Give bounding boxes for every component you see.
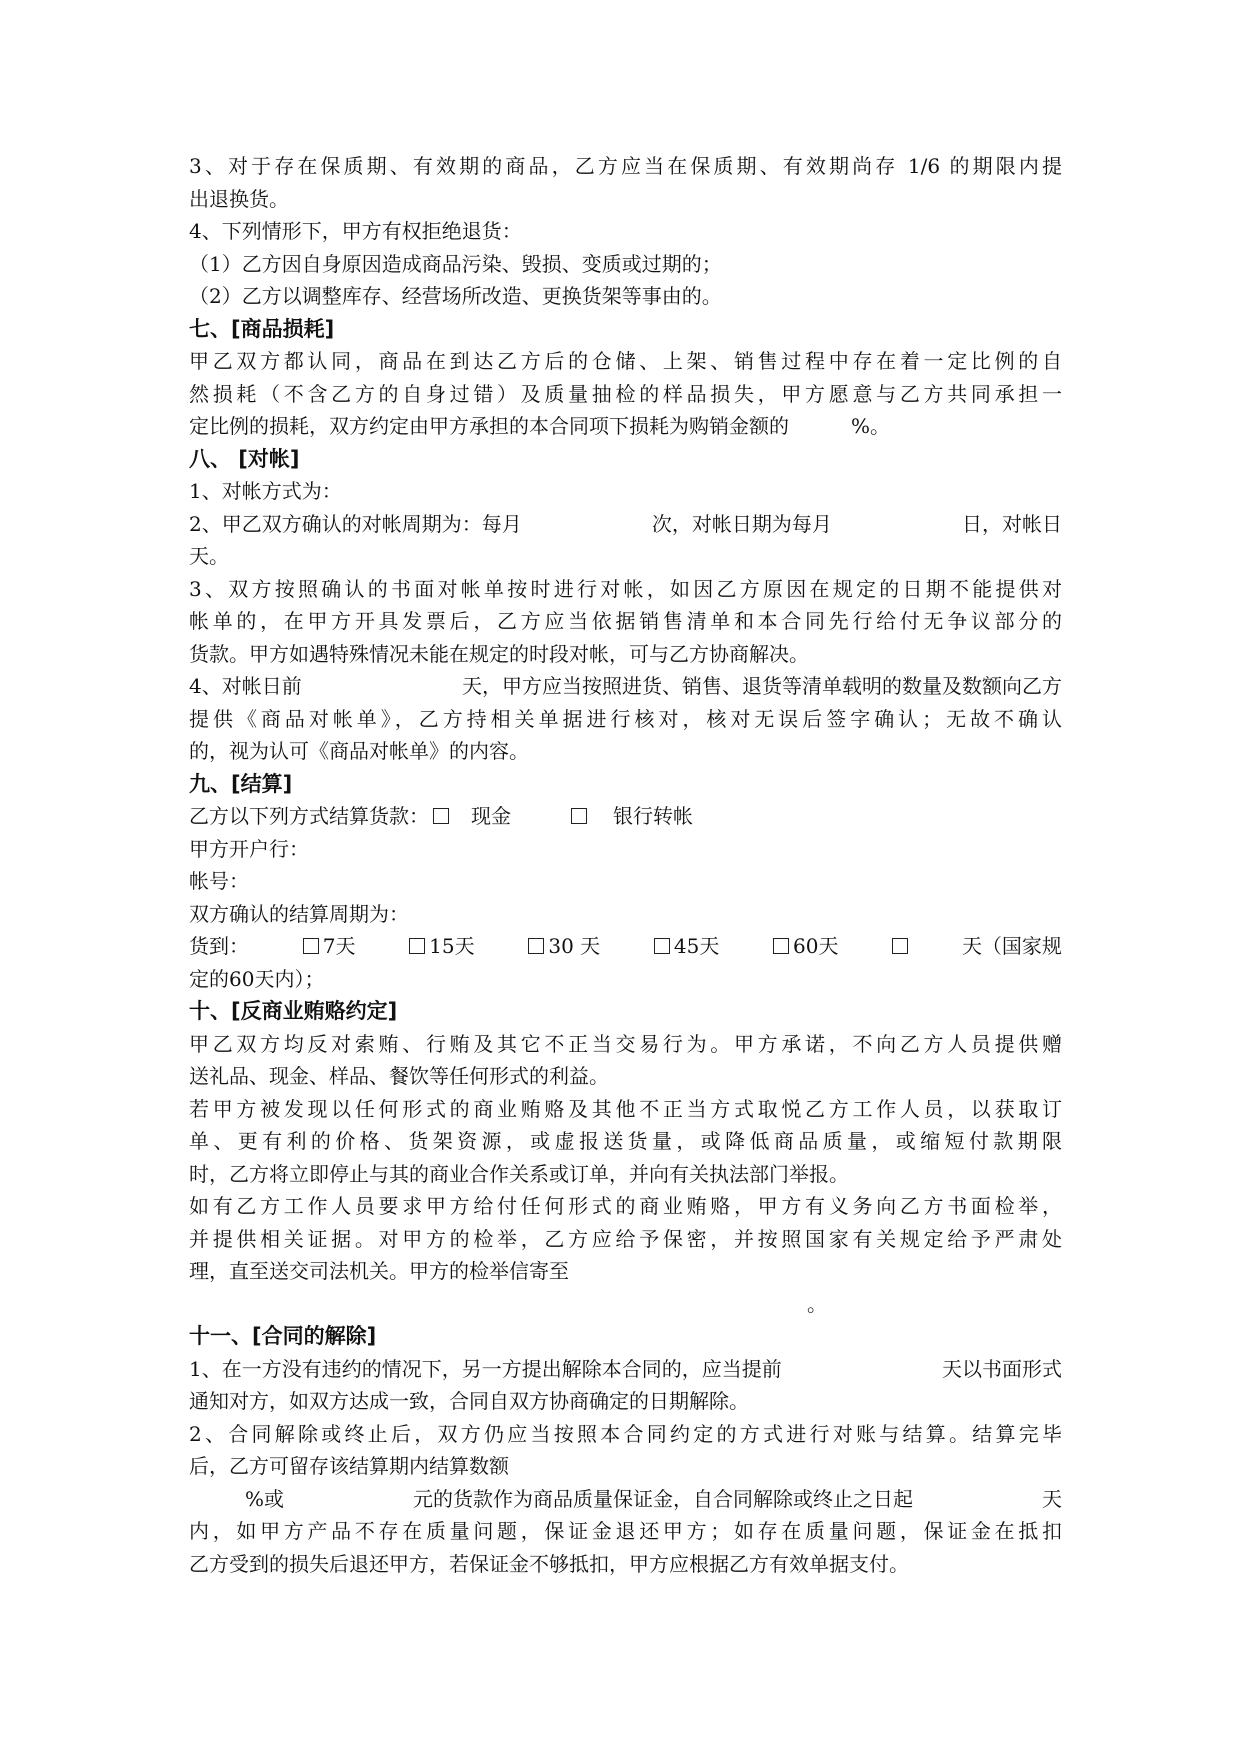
text-segment: 天	[1041, 1486, 1062, 1511]
section-heading-7: 七、[商品损耗]	[189, 316, 335, 341]
paragraph-line: 帐单的，在甲方开具发票后，乙方应当依据销售清单和本合同先行给付无争议部分的	[189, 609, 1062, 633]
paragraph-line: 甲乙双方均反对索贿、行贿及其它不正当交易行为。甲方承诺，不向乙方人员提供赠	[189, 1031, 1062, 1056]
section-heading-10: 十、[反商业贿赂约定]	[189, 999, 398, 1023]
text-segment: 1、在一方没有违约的情况下，另一方提出解除本合同的，应当提前	[189, 1356, 782, 1381]
paragraph-line: 送礼品、现金、样品、餐饮等任何形式的利益。	[189, 1064, 609, 1088]
paragraph-line: 甲方开户行：	[189, 836, 309, 861]
paragraph-line	[189, 410, 1062, 443]
paragraph-line: 1、对帐方式为：	[189, 479, 342, 503]
text-segment: 天，甲方应当按照进货、销售、退货等清单载明的数量及数额向乙方	[462, 674, 1062, 698]
paragraph-line: 通知对方，如双方达成一致，合同自双方协商确定的日期解除。	[189, 1389, 749, 1413]
period-45-checkbox[interactable]	[654, 938, 670, 954]
text-segment: 乙方以下列方式结算货款：	[189, 804, 429, 828]
paragraph-line: 4、下列情形下，甲方有权拒绝退货：	[189, 219, 522, 243]
cash-checkbox[interactable]	[433, 808, 449, 824]
paragraph-line	[189, 1483, 1062, 1516]
text-segment: 货到：	[189, 934, 249, 958]
paragraph-line: （1）乙方因自身原因造成商品污染、毁损、变质或过期的；	[189, 251, 722, 276]
section-heading-8: 八、 [对帐]	[189, 446, 300, 471]
text-segment: 日，对帐日	[961, 511, 1062, 536]
text-segment: 4、对帐日前	[189, 674, 302, 698]
text-segment: %或	[245, 1486, 285, 1511]
text-segment: 天以书面形式	[942, 1356, 1062, 1381]
option-label: 7天	[322, 934, 356, 958]
paragraph-line: 然损耗（不含乙方的自身过错）及质量抽检的样品损失，甲方愿意与乙方共同承担一	[189, 381, 1062, 406]
paragraph-line: 时，乙方将立即停止与其的商业合作关系或订单，并向有关执法部门举报。	[189, 1161, 849, 1186]
paragraph-line: 3、对于存在保质期、有效期的商品，乙方应当在保质期、有效期尚存 1/6 的期限内提	[189, 154, 1062, 178]
option-label: 现金	[471, 804, 511, 828]
paragraph-line: 单、更有利的价格、货架资源，或虚报送货量，或降低商品质量，或缩短付款期限	[189, 1129, 1062, 1153]
text-segment: 2、甲乙双方确认的对帐周期为：每月	[189, 511, 522, 536]
paragraph-line: 如有乙方工作人员要求甲方给付任何形式的商业贿赂，甲方有义务向乙方书面检举，	[189, 1194, 1062, 1218]
paragraph-line: 2、合同解除或终止后，双方仍应当按照本合同约定的方式进行对账与结算。结算完毕	[189, 1421, 1062, 1446]
period-30-checkbox[interactable]	[528, 938, 544, 954]
paragraph-line: 乙方受到的损失后退还甲方，若保证金不够抵扣，甲方应根据乙方有效单据支付。	[189, 1551, 909, 1576]
text-segment: 次，对帐日期为每月	[651, 511, 832, 536]
paragraph-line: 天。	[189, 544, 229, 568]
paragraph-line: 并提供相关证据。对甲方的检举，乙方应给予保密，并按照国家有关规定给予严肃处	[189, 1226, 1062, 1251]
paragraph-line: 出退换货。	[189, 186, 289, 211]
option-label: 60天	[793, 934, 839, 958]
paragraph-line	[189, 1353, 1062, 1386]
period-60-checkbox[interactable]	[773, 938, 789, 954]
paragraph-line: 货款。甲方如遇特殊情况未能在规定的时段对帐，可与乙方协商解决。	[189, 641, 809, 666]
document-page	[189, 150, 1062, 1580]
paragraph-line: 理，直至送交司法机关。甲方的检举信寄至	[189, 1259, 569, 1283]
section-heading-11: 十一、[合同的解除]	[189, 1324, 377, 1348]
bank-transfer-checkbox[interactable]	[571, 808, 587, 824]
option-label: 15天	[429, 934, 475, 958]
option-label: 30 天	[548, 934, 601, 958]
text-segment: 元的货款作为商品质量保证金，自合同解除或终止之日起	[413, 1486, 913, 1511]
section-heading-9: 九、[结算]	[189, 771, 293, 796]
paragraph-line: 定的60天内）；	[189, 966, 325, 991]
paragraph-line: 3、双方按照确认的书面对帐单按时进行对帐，如因乙方原因在规定的日期不能提供对	[189, 576, 1062, 601]
paragraph-line: （2）乙方以调整库存、经营场所改造、更换货架等事由的。	[189, 284, 722, 308]
paragraph-line	[189, 670, 1062, 703]
option-label: 天（国家规	[961, 934, 1062, 958]
settlement-method-line	[189, 800, 1062, 833]
option-label: 45天	[673, 934, 720, 958]
paragraph-line: 内，如甲方产品不存在质量问题，保证金退还甲方；如存在质量问题，保证金在抵扣	[189, 1519, 1062, 1543]
paragraph-line: 若甲方被发现以任何形式的商业贿赂及其他不正当方式取悦乙方工作人员，以获取订	[189, 1096, 1062, 1121]
period-7-checkbox[interactable]	[303, 938, 319, 954]
period-15-checkbox[interactable]	[409, 938, 425, 954]
paragraph-line	[189, 508, 1062, 541]
paragraph-line: 后，乙方可留存该结算期内结算数额	[189, 1454, 509, 1478]
paragraph-line: 甲乙双方都认同，商品在到达乙方后的仓储、上架、销售过程中存在着一定比例的自	[189, 349, 1062, 373]
paragraph-line: 。	[807, 1291, 827, 1316]
paragraph-line: 双方确认的结算周期为：	[189, 901, 409, 926]
paragraph-line: 提供《商品对帐单》，乙方持相关单据进行核对，核对无误后签字确认；无故不确认	[189, 706, 1062, 731]
paragraph-line: 的，视为认可《商品对帐单》的内容。	[189, 739, 529, 763]
text-segment: 定比例的损耗，双方约定由甲方承担的本合同项下损耗为购销金额的	[189, 414, 789, 438]
period-custom-checkbox[interactable]	[892, 938, 908, 954]
option-label: 银行转帐	[613, 804, 693, 828]
settlement-period-line	[189, 930, 1062, 963]
text-segment: %。	[851, 414, 891, 438]
paragraph-line: 帐号：	[189, 869, 249, 893]
